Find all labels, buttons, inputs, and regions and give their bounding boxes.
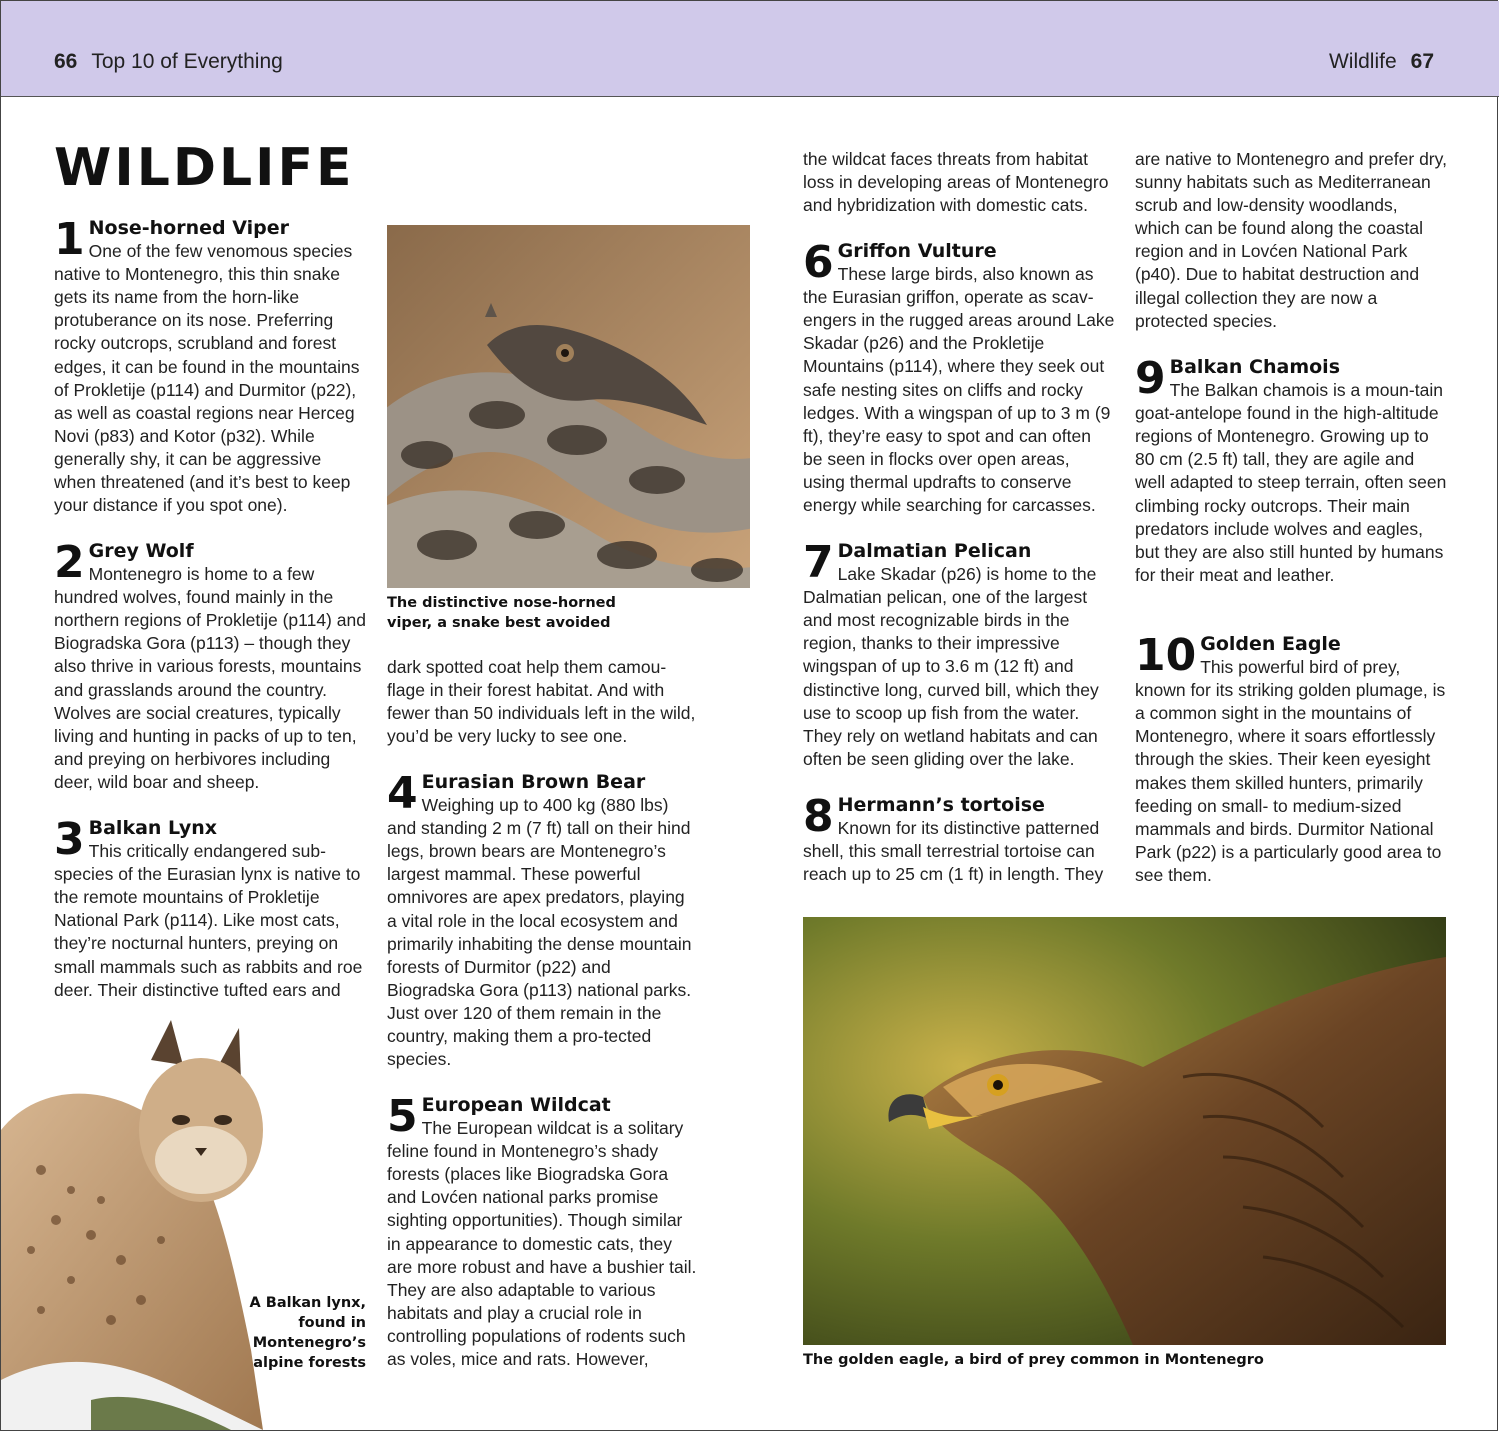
entry-text: Lake Skadar (p26) is home to the Dalmatian pelican, one of the largest and most recognizable birds in the region, thanks to their impressive wingspan of up to 3.6 m (12 ft) and distinctive long, curved bill, which they use to scoop up fish from the water. They rely on wetland habitats and can often be seen gliding over the lake.: [803, 564, 1099, 769]
entry-number: 3: [54, 814, 85, 865]
entry-number: 7: [803, 537, 834, 588]
entry-text: This critically endangered sub-species of the Eurasian lynx is native to the remote mountains of Prokletije National Park (p114). Like most cats, they’re nocturnal hunters, preying on small mammals such as rabbits and roe deer. Their distinctive tufted ears and: [54, 841, 363, 1000]
entry-griffon-vulture: [803, 237, 1115, 517]
right-page-number: 67: [1410, 50, 1434, 73]
entry-number: 4: [387, 768, 418, 819]
entry-grey-wolf: [54, 537, 366, 794]
entry-heading: Balkan Chamois: [1169, 356, 1341, 378]
entry-dalmatian-pelican: [803, 537, 1115, 771]
entry-text: Montenegro is home to a few hundred wolves, found mainly in the northern regions of Prokletije (p114) and Biogradska Gora (p113) – though they also thrive in various forests, mountains and grasslands around the country. Wolves are social creatures, typically living and hunting in packs of up to ten, and preying on herbivores including deer, wild boar and sheep.: [54, 564, 366, 792]
header-left: [54, 50, 283, 74]
entry-heading: Hermann’s tortoise: [837, 794, 1045, 816]
entry-number: 9: [1135, 353, 1166, 404]
entry-hermanns-tortoise-continued: are native to Montenegro and prefer dry, sunny habitats such as Mediterranean scrub and low-density woodlands, which can be found along the coastal region and in Lovćen National Park (p40). Due to habitat destruction and illegal collection they are now a protected species.: [1135, 149, 1447, 331]
entry-text: One of the few venomous species native to Montenegro, this thin snake gets its name from the horn-like protuberance on its nose. Preferring rocky outcrops, scrubland and forest edges, it can be found in the mountains of Prokletije (p114) and Durmitor (p22), as well as coastal regions near Herceg Novi (p83) and Kotor (p32). While generally shy, it can be aggressive when threatened (and it’s best to keep your distance if you spot one).: [54, 241, 360, 516]
entry-golden-eagle: [1135, 630, 1447, 887]
entry-heading: Grey Wolf: [88, 540, 194, 562]
eagle-caption: The golden eagle, a bird of prey common in Montenegro: [803, 1352, 1264, 1368]
entry-number: 5: [387, 1091, 418, 1142]
viper-photo: [387, 225, 750, 588]
entry-text: Known for its distinctive patterned shell, this small terrestrial tortoise can reach up to 25 cm (1 ft) in length. They: [803, 818, 1104, 885]
entry-number: 1: [54, 214, 85, 265]
entry-text: Weighing up to 400 kg (880 lbs) and standing 2 m (7 ft) tall on their hind legs, brown bears are Montenegro’s largest mammal. These powerful omnivores are apex predators, playing a vital role in the local ecosystem and primarily inhabiting the dense mountain forests of Durmitor (p22) and Biogradska Gora (p113) national parks. Just over 120 of them remain in the country, making them a pro-tected species.: [387, 795, 692, 1070]
entry-hermanns-tortoise: [803, 791, 1115, 886]
header-right: [1329, 50, 1434, 74]
entry-eurasian-brown-bear: [387, 768, 699, 1071]
entry-european-wildcat-continued: the wildcat faces threats from habitat loss in developing areas of Montenegro and hybridization with domestic cats.: [803, 149, 1109, 216]
page-title: WILDLIFE: [54, 138, 355, 198]
header-band: [1, 1, 1499, 97]
entry-balkan-lynx: [54, 814, 366, 1002]
eagle-photo: [803, 917, 1446, 1345]
entry-text: The European wildcat is a solitary feline found in Montenegro’s shady forests (places like Biogradska Gora and Lovćen national parks promise sighting opportunities). Though similar in appearance to domestic cats, they are more robust and have a bushier tail. They are also adaptable to various habitats and play a crucial role in controlling populations of rodents such as voles, mice and rats. However,: [387, 1118, 697, 1370]
viper-caption: The distinctive nose-horned viper, a snake best avoided: [387, 595, 616, 631]
entry-number: 8: [803, 791, 834, 842]
entry-number: 10: [1135, 630, 1197, 681]
entry-number: 2: [54, 537, 85, 588]
left-page-number: 66: [54, 50, 78, 73]
right-section-title: Wildlife: [1328, 50, 1397, 73]
entry-text: These large birds, also known as the Eurasian griffon, operate as scav-engers in the rugged areas around Lake Skadar (p26) and the Prokletije Mountains (p114), where they seek out safe nesting sites on cliffs and rocky ledges. With a wingspan of up to 3 m (9 ft), they’re easy to spot and can often be seen in flocks over open areas, using thermal updrafts to conserve energy while searching for carcasses.: [803, 264, 1115, 516]
entry-number: 6: [803, 237, 834, 288]
lynx-photo: [1, 1020, 263, 1430]
left-section-title: Top 10 of Everything: [91, 50, 283, 73]
entry-nose-horned-viper: [54, 214, 366, 517]
entry-heading: Golden Eagle: [1200, 633, 1341, 655]
entry-balkan-lynx-continued: dark spotted coat help them camou-flage in their forest habitat. And with fewer than 50 individuals left in the wild, you’d be very lucky to see one.: [387, 657, 696, 747]
entry-balkan-chamois: [1135, 353, 1447, 587]
entry-heading: Nose-horned Viper: [88, 217, 289, 239]
entry-text: This powerful bird of prey, known for its striking golden plumage, is a common sight in the mountains of Montenegro, where it soars effortlessly through the skies. Their keen eyesight makes them skilled hunters, primarily feeding on small- to medium-sized mammals and birds. Durmitor National Park (p22) is a particularly good area to see them.: [1135, 657, 1446, 885]
entry-heading: Balkan Lynx: [88, 817, 218, 839]
entry-heading: Eurasian Brown Bear: [421, 771, 646, 793]
entry-heading: Dalmatian Pelican: [837, 540, 1032, 562]
entry-european-wildcat: [387, 1091, 699, 1371]
entry-heading: Griffon Vulture: [837, 240, 997, 262]
entry-heading: European Wildcat: [421, 1094, 611, 1116]
entry-text: The Balkan chamois is a moun-tain goat-antelope found in the high-altitude regions of Montenegro. Growing up to 80 cm (2.5 ft) tall, they are agile and well adapted to steep terrain, often seen climbing rocky outcrops. Their main predators include wolves and eagles, but they are also still hunted by humans for their meat and leather.: [1135, 380, 1447, 585]
lynx-caption: A Balkan lynx, found in Montenegro’s alpine forests: [249, 1295, 366, 1371]
